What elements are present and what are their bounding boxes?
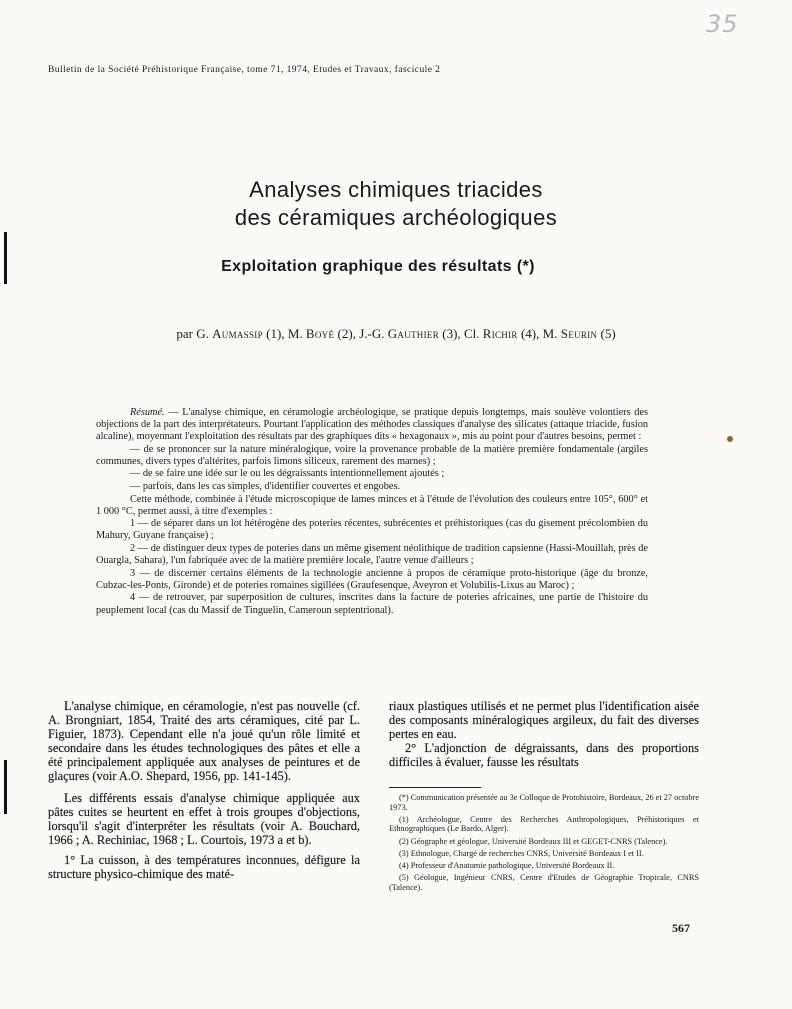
handwritten-page-note: 35 bbox=[706, 10, 739, 38]
paper-speck bbox=[727, 436, 733, 442]
body-paragraph: L'analyse chimique, en céramologie, n'est pas nouvelle (cf. A. Brongniart, 1854, Traité des arts céramiques, cité par L. Figuier, 1873). Cependant elle n'a joué qu'un rôle limité et secondaire dans les études technologiques des pâtes et elle a été principalement appliquée aux analyses de peintures et de glaçures (voir A.O. Shepard, 1956, pp. 141-145). bbox=[48, 699, 360, 783]
footnote: (2) Géographe et géologue, Université Bordeaux III et GEGET-CNRS (Talence). bbox=[399, 836, 668, 846]
body-paragraph: Les différents essais d'analyse chimique appliquée aux pâtes cuites se heurtent en effet à trois groupes d'objections, lorsqu'il s'agit d'interpréter les résultats (voir A. Bouchard, 1966 ; A. Rechiniac, 1968 ; L. Courtois, 1973 a et b). bbox=[48, 791, 360, 848]
abstract-method: Cette méthode, combinée à l'étude microscopique de lames minces et à l'étude de l'évolution des couleurs entre 105°, 600° et 1 000 °C, permet aussi, à titre d'exemples : bbox=[96, 493, 648, 517]
footnote-rule bbox=[389, 787, 481, 788]
body-paragraph: 2° L'adjonction de dégraissants, dans des proportions difficiles à évaluer, fausse les résultats bbox=[389, 740, 699, 769]
abstract bbox=[96, 407, 648, 617]
page-number: 567 bbox=[672, 921, 690, 935]
footnote: (3) Ethnologue, Chargé de recherches CNRS, Université Bordeaux I et II. bbox=[399, 848, 644, 858]
journal-header: Bulletin de la Société Préhistorique Française, tome 71, 1974, Etudes et Travaux, fascicule 2 bbox=[48, 64, 441, 75]
abstract-bullet: — parfois, dans les cas simples, d'identifier couvertes et engobes. bbox=[130, 481, 401, 493]
body-paragraph: 1° La cuisson, à des températures inconnues, défigure la structure physico-chimique des maté- bbox=[48, 853, 360, 881]
body-paragraph: riaux plastiques utilisés et ne permet plus l'identification aisée des composants minéralogiques argileux, du fait des diverses pertes en eau. bbox=[389, 699, 699, 741]
author: M. Boyé (2), bbox=[287, 326, 356, 341]
body-column-left bbox=[48, 700, 360, 882]
footnote: (4) Professeur d'Anatomie pathologique, Université Bordeaux II. bbox=[399, 860, 615, 870]
author: J.-G. Gauthier (3), bbox=[359, 326, 461, 341]
abstract-bullet: — de se faire une idée sur le ou les dégraissants intentionnellement ajoutés ; bbox=[130, 468, 445, 480]
footnote: (*) Communication présentée au 3e Colloque de Protohistoire, Bordeaux, 26 et 27 octobre 1973. bbox=[389, 793, 699, 812]
author: M. Seurin (5) bbox=[542, 326, 616, 341]
title-line-1: Analyses chimiques triacides bbox=[249, 177, 543, 202]
abstract-example: 1 — de séparer dans un lot hétérogène des poteries récentes, subrécentes et préhistoriques (cas du gisement précolombien du Mahury, Guyane française) ; bbox=[96, 518, 648, 542]
binder-mark bbox=[4, 760, 7, 814]
abstract-example: 2 — de distinguer deux types de poteries dans un même gisement néolithique de tradition capsienne (Hassi-Mouillah, près de Ouargla, Sahara), l'un fabriquée avec de la matière première locale, l'autre venue d'ailleurs ; bbox=[96, 543, 648, 567]
author-prefix: par bbox=[176, 326, 193, 341]
footnote: (5) Géologue, Ingénieur CNRS, Centre d'Etudes de Géographie Tropicale, CNRS (Talence). bbox=[389, 873, 699, 892]
abstract-example: 4 — de retrouver, par superposition de cultures, inscrites dans la facture de poteries africaines, une partie de l'histoire du peuplement local (cas du Massif de Tinguelin, Cameroun septentrional). bbox=[96, 592, 648, 616]
article-title bbox=[0, 176, 792, 232]
article-subtitle: Exploitation graphique des résultats (*) bbox=[221, 258, 535, 275]
author-line bbox=[0, 326, 792, 342]
title-line-2: des céramiques archéologiques bbox=[234, 205, 558, 230]
abstract-bullet: — de se prononcer sur la nature minéralogique, voire la provenance probable de la matière première fondamentale (argiles communes, divers types d'altérites, parfois limons siliceux, rarement des marnes) ; bbox=[96, 443, 648, 467]
body-column-right bbox=[389, 700, 699, 770]
footnote: (1) Archéologue, Centre des Recherches Anthropologiques, Préhistoriques et Ethnographiques (Le Bardo, Alger). bbox=[389, 814, 699, 834]
footnotes bbox=[389, 793, 699, 895]
author: Cl. Richir (4), bbox=[463, 326, 540, 341]
abstract-intro: Résumé. — L'analyse chimique, en céramologie archéologique, se pratique depuis longtemps, mais soulève volontiers des objections de la part des interprétateurs. Pourtant l'application des méthodes classiques d'analyse des silicates (attaque triacide, fusion alcaline), moyennant l'exploitation des résultats par des graphiques dits « hexagonaux », mis au point pour d'autres besoins, permet : bbox=[96, 407, 648, 443]
author: G. Aumassip (1), bbox=[196, 326, 285, 341]
abstract-example: 3 — de discerner certains éléments de la technologie ancienne à propos de céramique proto-historique (âge du bronze, Cubzac-les-Ponts, Gironde) et de poteries romaines sigillées (Graufesenque, Aveyron et Volubilis-Lixus au Maroc) ; bbox=[96, 567, 648, 591]
abstract-label: Résumé. bbox=[130, 407, 165, 418]
